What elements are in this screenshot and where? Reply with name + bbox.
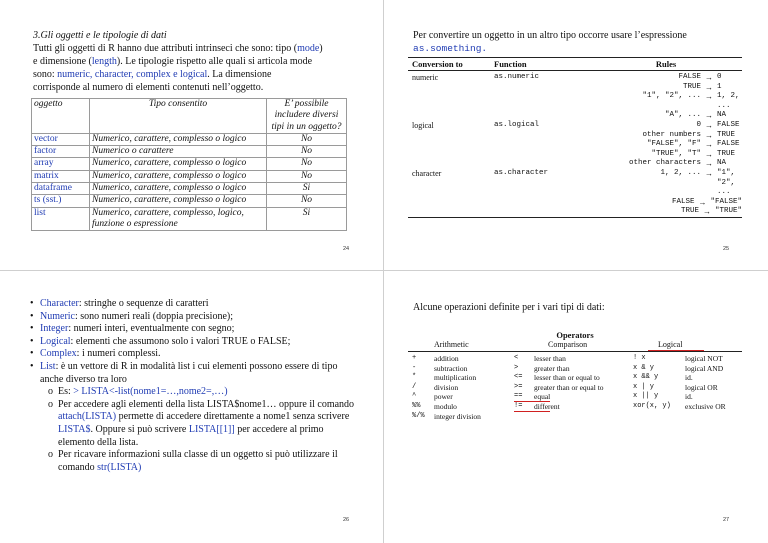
conversion-row [408,207,742,217]
arrow-icon: → [705,130,713,140]
group-comparison: Comparison [548,340,588,349]
paragraph-line: corrisponde al numero di elementi contenuti nell’oggetto. [33,82,264,93]
sub-list-item: o Per ricavare informazioni sulla classe di un oggetto si può utilizzare il comando str(LISTA) [48,449,338,473]
logical-symbols [633,354,671,412]
group-arithmetic: Arithmetic [434,340,469,349]
sub-list-item: o Per accedere agli elementi della lista LISTA$nome1… oppure il comando attach(LISTA) permette di accedere direttamente a nome1 senza scrivere LISTA$. Oppure si può scrivere LISTA[[1]] per accedere al primo elemento della lista. [48,398,355,448]
operator-symbol: >= [514,382,523,391]
paragraph-line: e dimensione (length). Le tipologie rispetto alle quali si articola mode [33,56,313,67]
operator-description: subtraction [434,363,468,373]
table-row: matrix Numerico, carattere, complesso o logico No [32,170,347,182]
data-types-list [30,298,360,474]
table-rule [408,217,742,218]
arrow-icon: → [705,120,713,130]
conversion-rule: TRUE → "TRUE" [680,207,742,217]
conversion-rule: "A", ... → NA [664,111,727,121]
conversion-rule: FALSE → "FALSE" [671,197,742,207]
operator-description: logical NOT [685,354,723,363]
table-row: ts (sst.) Numerico, carattere, complesso o logico No [32,195,347,207]
arrow-icon: → [705,168,713,178]
operator-description: greater than [534,363,570,373]
operators-body [408,352,742,432]
paragraph-line: sono: numeric, character, complex e logical. La dimensione [33,69,272,80]
conversion-type: numeric [412,73,439,82]
conversion-table-body [408,71,742,217]
operator-description: greater than or equal to [534,382,604,392]
conversion-function: as.numeric [494,73,540,81]
operator-symbol: + [412,354,417,362]
operator-description: logical OR [685,382,718,392]
conversion-table [408,57,742,218]
conversion-row [408,150,742,160]
page-number: 24 [343,246,350,252]
operator-symbol: / [412,382,417,391]
page-number: 27 [723,517,730,523]
operator-symbol: != [514,401,523,410]
operator-description: exclusive OR [685,401,726,411]
logical-underline [648,350,704,351]
comparison-symbols [514,354,522,412]
conversion-row [408,159,742,169]
equal-underline [514,401,550,402]
group-logical: Logical [658,340,683,349]
slide-24-text [33,29,353,94]
conversion-rule: "1", "2", ... → 1, 2, ... [642,92,740,110]
arrow-icon: → [705,92,713,102]
operators-table [408,330,742,432]
sub-list-item: o Es: > LISTA<-list(nome1=…,nome2=,…) [48,386,228,398]
list-item: • Integer: numeri interi, eventualmente con segno; [30,323,235,335]
operators-groups [408,340,742,351]
page-number: 25 [723,246,730,252]
page-number: 26 [343,517,350,523]
operator-description: different [534,401,560,411]
arrow-icon: → [705,140,713,150]
logical-descriptions [685,354,726,412]
list-item: • Numeric: sono numeri reali (doppia precisione); [30,310,234,322]
conversion-row [408,131,742,141]
operator-description: equal [534,392,551,402]
arrow-icon: → [705,111,713,121]
table-header-row: oggetto Tipo consentito E’ possibile includere diversi tipi in un oggetto? [32,99,347,134]
arrow-icon: → [698,197,707,207]
conversion-function: as.character [494,168,549,177]
conversion-rule: "TRUE", "T" → TRUE [651,149,736,159]
as-something-code: as.something. [413,43,488,54]
list-item: • Complex: i numeri complessi. [30,348,161,360]
conversion-row [408,83,742,93]
operator-symbol: %% [412,401,421,410]
arrow-icon: → [705,159,713,169]
operator-description: addition [434,354,459,363]
arithmetic-symbols [412,354,425,421]
operator-description: id. [685,392,693,402]
operator-symbol: ^ [412,392,417,401]
operator-description: lesser than [534,354,566,363]
operator-description: lesser than or equal to [534,373,600,383]
object-types-table [31,98,347,231]
conversion-rule: TRUE → 1 [682,82,722,92]
operator-description: division [434,382,459,392]
different-underline [514,411,550,412]
slide-27 [384,271,767,541]
operator-symbol: x | y [633,382,655,391]
slide-25-intro: Per convertire un oggetto in un altro tipo occorre usare l’espressione as.something. [413,29,753,55]
operator-description: multiplication [434,373,477,383]
operator-symbol: * [412,373,417,382]
table-row: array Numerico, carattere, complesso o logico No [32,158,347,170]
operator-symbol: ! x [633,354,646,362]
operator-description: logical AND [685,363,724,373]
conversion-row [408,198,742,208]
conversion-table-header: Conversion to Function Rules [412,59,677,69]
arrow-icon: → [705,73,713,82]
operator-symbol: - [412,363,417,372]
table-row: dataframe Numerico, carattere, complesso o logico Si [32,183,347,195]
conversion-rule: other characters → NA [628,159,727,169]
operator-symbol: > [514,363,519,372]
operator-description: id. [685,373,693,383]
comparison-descriptions [534,354,604,412]
table-row: vector Numerico, carattere, complesso o logico No [32,133,347,145]
table-row: list Numerico, carattere, complesso, logico, funzione o espressione Si [32,207,347,231]
conversion-rule: other numbers → TRUE [642,130,736,140]
slide-24 [0,0,383,270]
list-item: • Character: stringhe o sequenze di caratteri [30,298,209,309]
operator-description: integer division [434,411,481,421]
slide-25 [384,0,767,270]
conversion-function: as.logical [494,120,540,129]
conversion-rule: "FALSE", "F" → FALSE [646,140,740,150]
table-row: factor Numerico o carattere No [32,146,347,158]
list-item: • List: è un vettore di R in modalità list i cui elementi possono essere di tipo anche diverso tra loro [30,360,338,385]
conversion-type: character [412,168,442,178]
conversion-row [408,121,742,131]
operator-symbol: x & y [633,363,655,372]
conversion-row [408,140,742,150]
operator-symbol: %/% [412,411,425,420]
slide-27-intro: Alcune operazioni definite per i vari tipi di dati: [413,302,605,313]
operator-symbol: == [514,392,523,401]
operator-symbol: x && y [633,373,659,382]
operator-description: power [434,392,453,402]
conversion-rule: 1, 2, ... → "1", "2", ... [660,168,736,197]
operators-title: Operators [556,330,594,340]
slide-26 [0,271,383,541]
operator-symbol: x || y [633,392,659,401]
conversion-row [408,73,742,83]
operator-symbol: xor(x, y) [633,401,671,410]
arrow-icon: → [705,149,713,159]
conversion-row [408,111,742,121]
slide-24-heading: 3.Gli oggetti e le tipologie di dati [33,30,167,41]
conversion-row [408,92,742,111]
list-item: • Logical: elementi che assumono solo i valori TRUE o FALSE; [30,335,291,347]
arrow-icon: → [705,82,713,92]
operator-description: modulo [434,401,457,411]
conversion-rule: 0 → FALSE [696,120,740,130]
conversion-row [408,169,742,198]
conversion-type: logical [412,120,434,130]
arrow-icon: → [702,207,711,217]
operator-symbol: <= [514,373,523,382]
conversion-rule: FALSE → 0 [678,73,722,82]
operator-symbol: < [514,354,519,362]
paragraph-line: Tutti gli oggetti di R hanno due attributi intrinseci che sono: tipo (mode) [33,43,323,54]
arithmetic-descriptions [434,354,481,421]
